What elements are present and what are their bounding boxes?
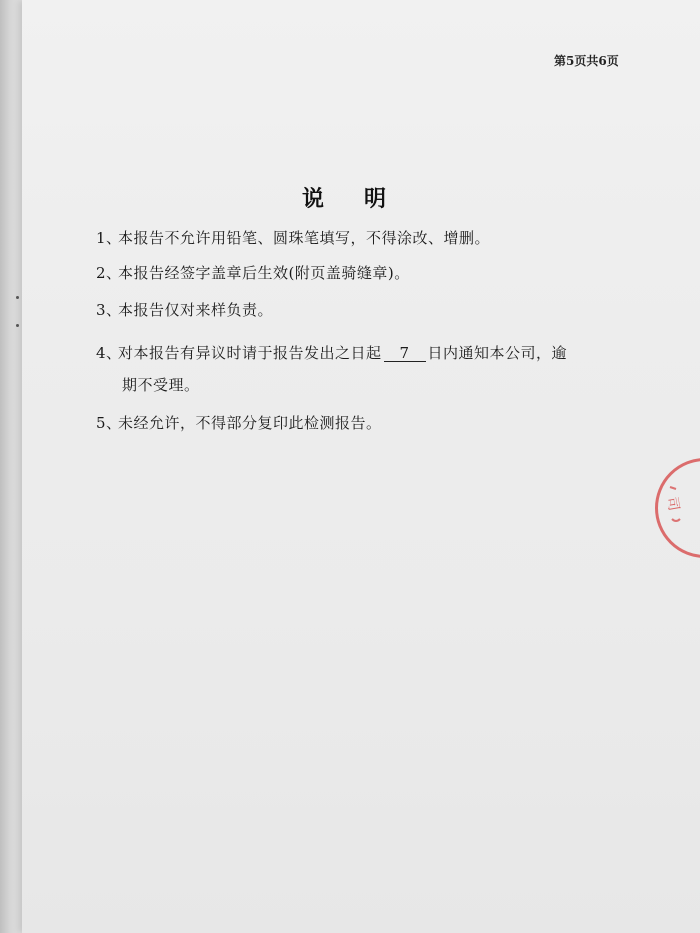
days-fill-in: 7 [384,345,426,362]
item-number: 2、 [96,264,122,282]
binding-hole [16,324,19,327]
item-text: 日内通知本公司，逾 [427,344,568,362]
list-item [96,342,567,363]
item-text: 对本报告有异议时请于报告发出之日起 [118,344,382,362]
item-text: 本报告不允许用铅笔、圆珠笔填写，不得涂改、增删。 [118,229,491,247]
binding-hole [16,296,19,299]
item-text: 未经允许，不得部分复印此检测报告。 [118,414,382,432]
page-number: 第5页共6页 [554,54,619,68]
company-seal-stamp [655,458,700,558]
list-item [96,299,273,320]
svg-text:司: 司 [663,495,682,513]
item-number: 4、 [96,344,122,362]
item-number: 3、 [96,301,122,319]
document-sheet [22,0,700,933]
seal-marks [658,461,700,555]
item-text: 期不受理。 [122,376,200,394]
list-item [96,412,382,433]
document-title: 说明 [302,186,427,212]
item-text: 本报告经签字盖章后生效(附页盖骑缝章)。 [118,264,410,282]
item-number: 5、 [96,414,122,432]
list-item-continuation [122,374,200,395]
list-item [96,227,490,248]
item-text: 本报告仅对来样负责。 [118,301,274,319]
list-item [96,262,410,283]
underlying-page-edge [0,0,24,933]
item-number: 1、 [96,229,122,247]
